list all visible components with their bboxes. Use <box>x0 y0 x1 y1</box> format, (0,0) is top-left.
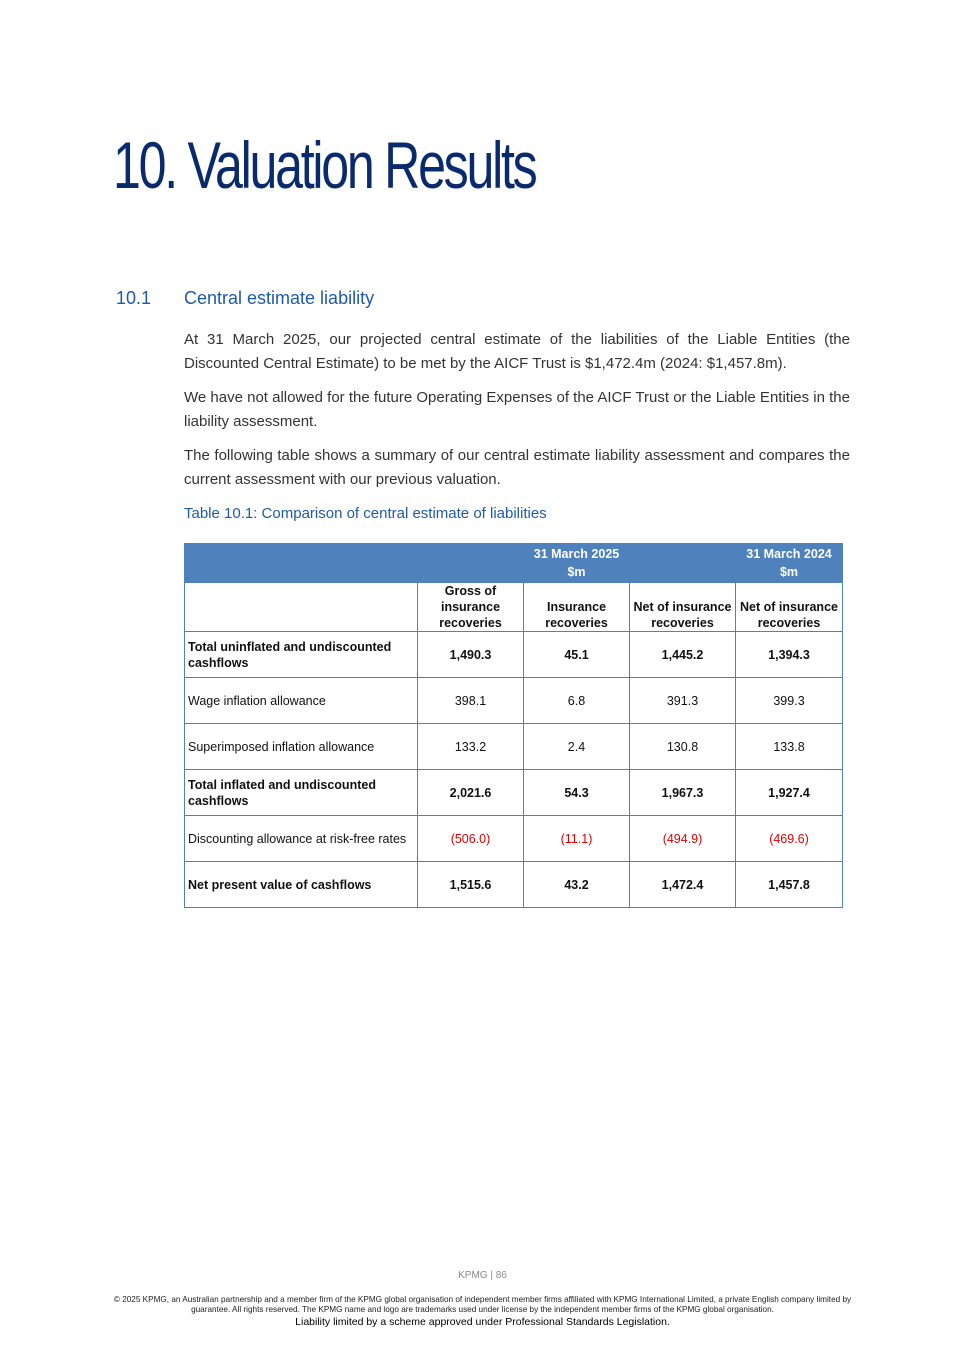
cell-value: 43.2 <box>524 862 630 908</box>
row-label: Discounting allowance at risk-free rates <box>185 816 418 862</box>
cell-value: 1,472.4 <box>630 862 736 908</box>
period-2025-label: 31 March 2025 <box>533 547 620 561</box>
cell-value: 54.3 <box>524 770 630 816</box>
cell-value: 1,927.4 <box>736 770 843 816</box>
cell-value: 6.8 <box>524 678 630 724</box>
column-header-blank <box>185 583 418 632</box>
row-label: Superimposed inflation allowance <box>185 724 418 770</box>
cell-value: 1,515.6 <box>418 862 524 908</box>
cell-value: 1,967.3 <box>630 770 736 816</box>
paragraph: At 31 March 2025, our projected central estimate of the liabilities of the Liable Entities (the Discounted Central Estimate) to be met by the AICF Trust is $1,472.4m (2024: $1,457.8m). <box>184 331 850 372</box>
cell-value-negative: (469.6) <box>736 816 843 862</box>
column-header-net-2024: Net of insurance recoveries <box>736 583 843 632</box>
section-number: 10.1 <box>116 288 152 308</box>
header-blank <box>418 544 524 583</box>
cell-value: 1,445.2 <box>630 632 736 678</box>
period-2024-unit: $m <box>779 565 799 579</box>
paragraph: We have not allowed for the future Operating Expenses of the AICF Trust or the Liable Entities in the liability assessment. <box>184 389 850 430</box>
cell-value: 2,021.6 <box>418 770 524 816</box>
row-label: Net present value of cashflows <box>185 862 418 908</box>
cell-value-negative: (494.9) <box>630 816 736 862</box>
period-2025-header <box>524 544 630 583</box>
column-header-net-2025: Net of insurance recoveries <box>630 583 736 632</box>
header-blank <box>185 544 418 583</box>
table-row <box>185 862 843 908</box>
page-number: KPMG | 86 <box>458 1270 507 1281</box>
cell-value: 45.1 <box>524 632 630 678</box>
row-label: Total inflated and undiscounted cashflows <box>185 770 418 816</box>
cell-value: 399.3 <box>736 678 843 724</box>
cell-value: 133.8 <box>736 724 843 770</box>
liabilities-table <box>184 543 843 908</box>
column-header-row <box>185 583 843 632</box>
cell-value: 2.4 <box>524 724 630 770</box>
period-2024-label: 31 March 2024 <box>746 547 832 561</box>
period-2024-header <box>736 544 843 583</box>
copyright-notice: © 2025 KPMG, an Australian partnership and a member firm of the KPMG global organisation of independent member firms affiliated with KPMG International Limited, a private English company limited by guarantee. All rights reserved. The KPMG name and logo are trademarks used under license by the independent member firms of the KPMG global organisation. <box>113 1295 852 1314</box>
section-title: Central estimate liability <box>184 288 375 308</box>
section-heading <box>116 288 374 309</box>
column-header-gross: Gross of insurance recoveries <box>418 583 524 632</box>
period-2025-unit: $m <box>567 565 586 579</box>
cell-value: 1,490.3 <box>418 632 524 678</box>
cell-value: 391.3 <box>630 678 736 724</box>
table-row <box>185 816 843 862</box>
table-row <box>185 770 843 816</box>
row-label: Wage inflation allowance <box>185 678 418 724</box>
cell-value: 133.2 <box>418 724 524 770</box>
cell-value: 398.1 <box>418 678 524 724</box>
header-blank <box>630 544 736 583</box>
cell-value-negative: (11.1) <box>524 816 630 862</box>
table-row <box>185 632 843 678</box>
cell-value: 1,457.8 <box>736 862 843 908</box>
row-label: Total uninflated and undiscounted cashflows <box>185 632 418 678</box>
paragraph: The following table shows a summary of our central estimate liability assessment and compares the current assessment with our previous valuation. <box>184 447 850 488</box>
table-row <box>185 724 843 770</box>
cell-value: 130.8 <box>630 724 736 770</box>
body-text <box>184 328 850 502</box>
period-header-row <box>185 544 843 583</box>
table-row <box>185 678 843 724</box>
table-caption: Table 10.1: Comparison of central estimate of liabilities <box>184 505 547 522</box>
cell-value-negative: (506.0) <box>418 816 524 862</box>
chapter-title: 10. Valuation Results <box>113 128 536 202</box>
liability-notice: Liability limited by a scheme approved under Professional Standards Legislation. <box>295 1316 670 1328</box>
cell-value: 1,394.3 <box>736 632 843 678</box>
column-header-insurance: Insurance recoveries <box>524 583 630 632</box>
